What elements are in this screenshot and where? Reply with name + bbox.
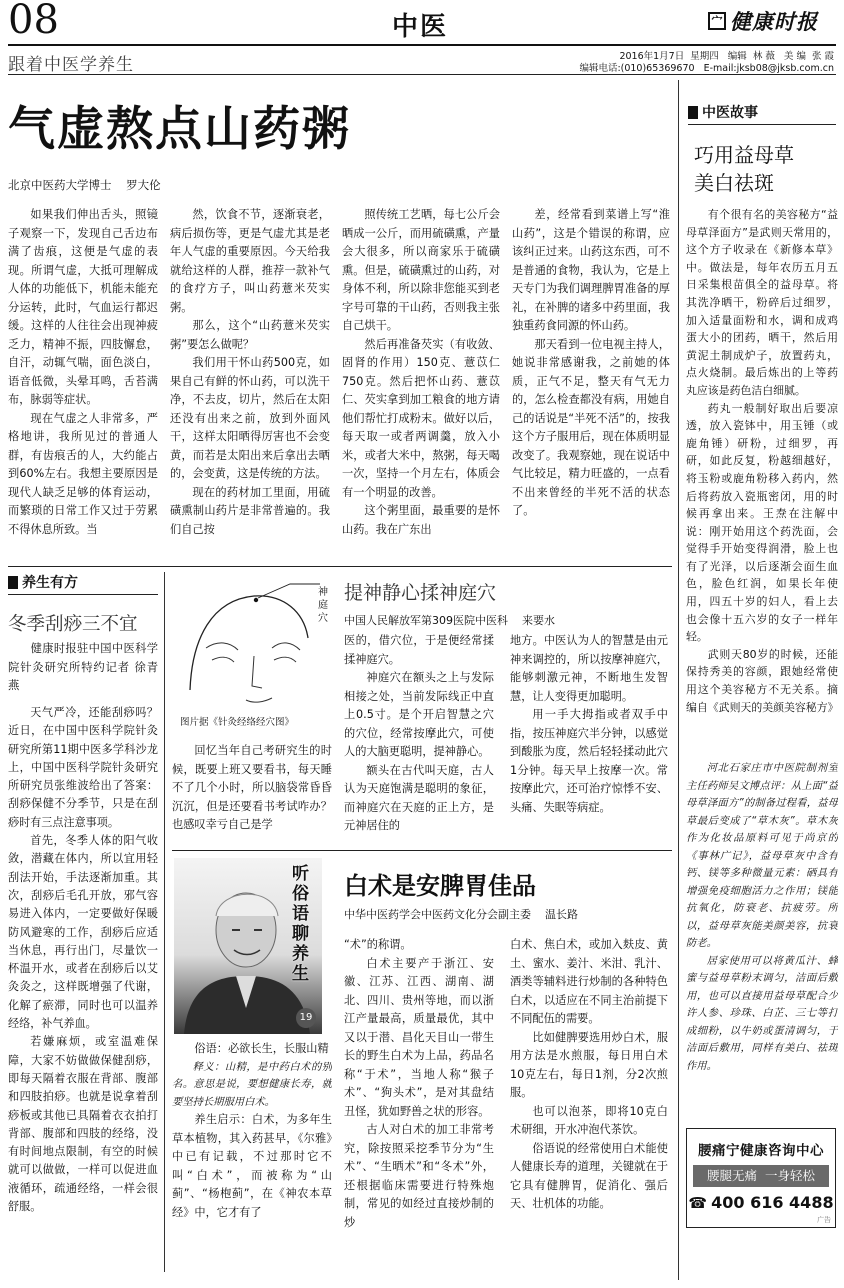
main-paragraph: 那天看到一位电视主持人，她说非常感谢我，之前她的体质，正气不足，整天有气无力的，怎么检查都没有病，用她自己的话说是“半死不活”的，按我这个方子服用后，现在体质明显改变了。我观察她，现在说话中气比较足，精力旺盛的，一点看不出来曾经的半死不活的状态了。 bbox=[512, 337, 670, 517]
series-number: 19 bbox=[296, 1008, 316, 1028]
shenting-paragraph: 神庭穴在额头之上与发际相接之处，当前发际线正中直上0.5寸。是个开启智慧之穴的穴位，经常按摩此穴，可使人的大脑更聪明，提神静心。 bbox=[344, 671, 494, 758]
main-article-byline: 北京中医药大学博士 罗大伦 bbox=[8, 178, 161, 192]
guasha-title: 冬季刮痧三不宜 bbox=[8, 614, 138, 635]
guasha-byline-text: 健康时报驻中国中医科学院针灸研究所特约记者 徐青燕 bbox=[8, 642, 158, 692]
guasha-byline bbox=[8, 640, 158, 700]
contact-line: 编辑电话:(010)65369670 E-mail:jksb08@jksb.com.cn bbox=[579, 63, 834, 74]
main-article-column-3 bbox=[342, 206, 500, 556]
main-article-column-2 bbox=[170, 206, 330, 556]
story-label-text: 中医故事 bbox=[702, 105, 758, 121]
baizhu-byline: 中华中医药学会中医药文化分会副主委 温长路 bbox=[344, 908, 578, 921]
main-paragraph: 差，经常看到菜谱上写“淮山药”，这是个错误的称谓，应该纠正过来。山药这东西，可不是普通的食物，我认为，它是上天专门为我们调理脾胃准备的厚礼，在补脾的诸多中药里面，我独重药食同源的怀山药。 bbox=[512, 208, 670, 332]
baizhu-paragraph: 古人对白术的加工非常考究，除按照采挖季节分为“生术”、“生晒术”和“冬术”外，还根据临床需要进行特殊炮制，常见的如经过直接炒制的炒 bbox=[344, 1123, 494, 1229]
shenting-paragraph: 回忆当年自己考研究生的时候，既要上班又要看书，每天睡不了几个小时，所以脑袋常昏昏沉沉，但是还要看书考试咋办？也感叹幸亏自己是学 bbox=[172, 744, 332, 831]
author-photo bbox=[174, 858, 322, 1034]
shenting-rule bbox=[172, 850, 672, 851]
main-paragraph: 那么，这个“山药薏米芡实粥”要怎么做呢？ bbox=[170, 319, 330, 351]
right-column-divider bbox=[678, 80, 679, 1280]
ad-box[interactable] bbox=[686, 1128, 836, 1228]
story-section-label bbox=[688, 102, 758, 122]
section-marker-icon bbox=[688, 106, 698, 119]
shenting-paragraph: 额头在古代叫天庭，古人认为天庭饱满是聪明的象征，而神庭穴在天庭的正上方，是元神居住的 bbox=[344, 763, 494, 832]
story-paragraph: 有个很有名的美容秘方“益母草泽面方”是武则天常用的，这个方子收录在《新修本草》中。做法是，每年农历五月五日采集根苗俱全的益母草。将其洗净晒干，粉碎后过细罗，加入适量面粉和水，调和成鸡蛋大小的团药，晒干，然后用黄泥土制成炉子，放置药丸，点火烧制。最后炼出的上等药丸应该是药色洁白细腻。 bbox=[686, 208, 838, 397]
guasha-divider bbox=[164, 572, 165, 1272]
story-comment bbox=[686, 760, 838, 1120]
comment-paragraph: 河北石家庄市中医院制剂室主任药师吴文博点评：从上面“益母草泽面方”的制备过程看，益母草最后变成了“草木灰”。草木灰作为化妆品原料可见于尚京的《事林广记》，益母草灰中含有钙、镁等多种微量元素：硒具有增强免疫细胞活力之作用；镁能抗氧化，防衰老、抗疲劳。所以，益母草灰能美颜美容，抗衰防老。 bbox=[686, 762, 838, 949]
baizhu-paragraph: 也可以泡茶，即将10克白术研细，开水冲泡代茶饮。 bbox=[510, 1104, 668, 1136]
shenting-title: 提神静心揉神庭穴 bbox=[344, 582, 497, 604]
acupoint-figure bbox=[172, 578, 332, 708]
section-marker-icon bbox=[8, 576, 18, 589]
comment-paragraph: 居家使用可以将黄瓜汁、蜂蜜与益母草粉末调匀，洁面后敷用，也可以直接用益母草配合少许人参、珍珠、白芷、三七等打成细粉，以牛奶或蛋清调匀，于洁面后敷用，同样有美白、祛斑作用。 bbox=[686, 954, 838, 1072]
main-paragraph: 如果我们伸出舌头，照镜子观察一下，发现自己舌边布满了齿痕，这便是气虚的表现。所谓气虚，大抵可理解成人体的功能低下，机能未能充分运转，此时，气血运行都迟缓。这样的人往往会出现神疲乏力，精神不振，四肢懈怠，自汗，动辄气喘，面色淡白，语音低微，头晕耳鸣，舌苔满布，脉弱等症状。 bbox=[8, 208, 158, 406]
guasha-paragraph: 天气严冷，还能刮痧吗？近日，在中国中医科学院针灸研究所第11期中医多学科沙龙上，中国中医科学院针灸研究所研究员张维波给出了答案：刮痧保健不分季节，只是在刮痧时有三点注意事项。 bbox=[8, 706, 158, 829]
page-number: 08 bbox=[8, 0, 59, 43]
story-paragraph: 武则天80岁的时候，还能保持秀美的容颜，跟她经常使用这个美容秘方不无关系。摘编自《武则天的美颜美容秘方》 bbox=[686, 647, 838, 714]
main-article-column-4 bbox=[512, 206, 670, 556]
date-line: 2016年1月7日 星期四 编辑 林 薇 美 编 张 霞 bbox=[619, 51, 834, 62]
story-title-line2: 美白祛斑 bbox=[694, 171, 774, 195]
head-sketch-icon bbox=[172, 578, 332, 708]
main-article-title: 气虚熬点山药粥 bbox=[8, 102, 351, 157]
main-paragraph: 然后再准备芡实（有收敛、固肾的作用）150克、薏苡仁750克。然后把怀山药、薏苡仁、芡实拿到加工粮食的地方请他们帮忙打成粉末。做好以后，每天取一或者两调羹，放入小米，或者大米中，熬粥，每天喝一次，坚持一个月左右，体质会有一个明显的改善。 bbox=[342, 337, 500, 499]
figure-caption: 图片据《针灸经络经穴图》 bbox=[180, 717, 295, 728]
ad-tag: 广告 bbox=[817, 1216, 831, 1224]
main-paragraph: 我们用干怀山药500克，如果自己有鲜的怀山药，可以洗干净，不去皮，切片，然后在太阳还没有出来之前，放到外面风干，这样太阳晒得厉害也不会变黄，而若是太阳出来后拿出去晒的，会变黄，这是传统的方法。 bbox=[170, 356, 330, 480]
header-rule-bottom bbox=[8, 74, 836, 75]
series-label bbox=[292, 864, 316, 984]
main-paragraph: 现在气虚之人非常多，严格地讲，我所见过的普通人群，有齿痕舌的人，大约能占到60%左右。我想主要原因是现代人缺乏足够的体育运动，而繁琐的日常工作又过于劳累不得休息所致。当 bbox=[8, 411, 158, 536]
shenting-paragraph: 医的，借穴位，于是便经常揉揉神庭穴。 bbox=[344, 634, 494, 666]
main-article-column-1 bbox=[8, 206, 158, 556]
header-rule-top bbox=[8, 44, 836, 46]
story-title-line1: 巧用益母草 bbox=[694, 143, 794, 167]
newspaper-logo bbox=[708, 6, 818, 36]
lower-section-rule bbox=[8, 566, 672, 567]
ad-slogan: 腰腿无痛 一身轻松 bbox=[693, 1165, 829, 1187]
logo-text: 健康时报 bbox=[730, 10, 818, 34]
guasha-label-text: 养生有方 bbox=[22, 575, 78, 591]
guasha-paragraph: 若嫌麻烦，或室温难保障，大家不妨做做保健刮痧，即每天隔着衣服在背部、腹部和四肢拍痧。也就是说拿着刮痧板或其他已具隔着衣衣拍打背部、腹部和四肢的经络，没有时间地点限制，有空的时候就可以做做，一样可以促进血液循环，疏通经络，一样会很舒服。 bbox=[8, 1035, 158, 1214]
main-paragraph: 然，饮食不节，逐渐衰老，病后损伤等，更是气虚尤其是老年人气虚的重要原因。今天给我就给这样的人群，推荐一款补气的食疗方子，叫山药薏米芡实粥。 bbox=[170, 208, 330, 314]
ad-title: 腰痛宁健康咨询中心 bbox=[698, 1143, 824, 1159]
column-tag: 跟着中医学养生 bbox=[8, 55, 134, 75]
acupoint-label bbox=[318, 586, 332, 625]
section-title: 中医 bbox=[392, 12, 449, 42]
guasha-section-label bbox=[8, 572, 78, 592]
baizhu-paragraph: “术”的称谓。 bbox=[344, 938, 412, 951]
baizhu-paragraph: 白术、焦白术，或加入麸皮、黄土、蜜水、姜汁、米泔、乳汁、酒类等辅料进行炒制的各种特色白术，以适应在不同主治前提下不同配伍的需要。 bbox=[510, 938, 668, 1025]
logo-mark-icon: 宀 bbox=[708, 12, 726, 30]
baizhu-interpretation: 释义：山精，是中药白术的别名。意思是说，要想健康长寿，就要坚持长期服用白术。 bbox=[172, 1060, 332, 1108]
baizhu-column-1 bbox=[344, 936, 494, 1278]
guasha-label-rule bbox=[8, 594, 158, 595]
shenting-left-column bbox=[172, 742, 332, 842]
baizhu-paragraph: 养生启示：白术，为多年生草本植物，其入药甚早，《尔雅》中已有记载，不过那时它不叫“白术”，而被称为“山蓟”、“杨枹蓟”，在《神农本草经》中，它才有了 bbox=[172, 1113, 332, 1219]
main-paragraph: 这个粥里面，最重要的是怀山药。我在广东出 bbox=[342, 504, 500, 536]
baizhu-proverb: 俗语：必欲长生，长服山精 bbox=[194, 1042, 329, 1055]
guasha-body bbox=[8, 704, 158, 1278]
main-paragraph: 现在的药材加工里面，用硫磺熏制山药片是非常普遍的。我们自己按 bbox=[170, 485, 330, 536]
baizhu-title: 白术是安脾胃佳品 bbox=[344, 872, 536, 900]
ad-phone-row bbox=[687, 1193, 835, 1212]
main-paragraph: 照传统工艺晒，每七公斤会晒成一公斤，而用硫磺熏，产量会大很多，所以商家乐于硫磺熏。但是，硫磺熏过的山药，对身体不利，所以除非您能买到老字号可靠的干山药，否则我主张自己烘干。 bbox=[342, 208, 500, 332]
ad-phone: 400 616 4488 bbox=[711, 1193, 834, 1212]
shenting-byline: 中国人民解放军第309医院中医科 来要水 bbox=[344, 614, 555, 627]
phone-icon: ☎ bbox=[688, 1193, 708, 1212]
shenting-paragraph: 地方。中医认为人的智慧是由元神来调控的，所以按摩神庭穴，能够刺激元神，不断地生发智慧，让人变得更加聪明。 bbox=[510, 634, 668, 703]
series-label-text: 听俗语聊养生 bbox=[292, 864, 309, 984]
shenting-column-1 bbox=[344, 632, 494, 846]
story-body bbox=[686, 206, 838, 758]
story-paragraph: 药丸一般制好取出后要凉透，放入瓷钵中，用玉锤（或鹿角锤）研粉，过细罗，再研，如此反复，粉越细越好，将玉粉或鹿角粉移入药内，然后将药放入瓷瓶密闭，用的时候再拿出来。王焘在注解中说：刚开始用这个药洗面，会觉得手开始变得润滑，脸上也有了光泽，以后逐渐会面生血色，脸色红润，如果长年使用，四五十岁的妇人，看上去也会像十五六岁的女子一样年轻。 bbox=[686, 401, 838, 644]
baizhu-paragraph: 白术主要产于浙江、安徽、江苏、江西、湖南、湖北、四川、贵州等地，而以浙江产量最高，质量最优，其中又以于潜、昌化天目山一带生长的野生白术为上品，药品名称“于术”，当地人称“猴子术”、“狗头术”，是对其盘结丑怪，犹如野兽之状的形容。 bbox=[344, 956, 494, 1118]
acupoint-label-text: 神庭穴 bbox=[318, 587, 328, 624]
guasha-paragraph: 首先，冬季人体的阳气收敛，潜藏在体内，所以宜用轻刮法开始，手法逐渐加重。其次，刮痧后毛孔开放，邪气容易进入体内，一定要做好保暖防风避寒的工作，刮痧后应适当休息，再行出门，尽量饮一杯温开水，或者在刮痧后以艾灸灸之，这样既增强了代谢，化解了瘀滞，同时也可以温养经络，补气养血。 bbox=[8, 834, 158, 1031]
shenting-column-2 bbox=[510, 632, 668, 846]
story-label-rule bbox=[688, 124, 836, 125]
baizhu-left-column bbox=[172, 1040, 332, 1278]
baizhu-paragraph: 俗语说的经常使用白术能使人健康长寿的道理，关键就在于它具有健脾胃，促消化、强后天、壮机体的功能。 bbox=[510, 1141, 668, 1210]
baizhu-column-2 bbox=[510, 936, 668, 1278]
shenting-paragraph: 用一手大拇指或者双手中指，按压神庭穴半分钟，以感觉到酸胀为度，然后轻轻揉动此穴1分钟。每天早上按摩一次。常按摩此穴，还可治疗惊悸不安、头痛、失眠等病症。 bbox=[510, 708, 668, 814]
baizhu-paragraph: 比如健脾要选用炒白术，服用方法是水煎服，每日用白术10克左右，每日1剂，分2次煎服。 bbox=[510, 1030, 668, 1099]
